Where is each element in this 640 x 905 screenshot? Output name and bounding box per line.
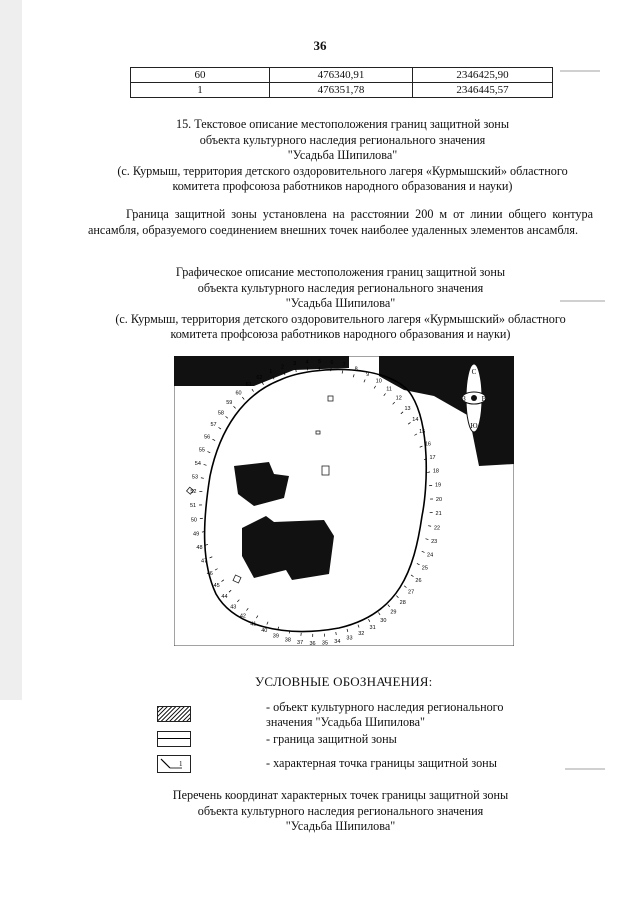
boundary-point-label: 55 bbox=[198, 447, 205, 454]
boundary-point-label: 10 bbox=[375, 378, 382, 385]
boundary-point-label: 20 bbox=[435, 496, 443, 503]
boundary-point-label: 34 bbox=[334, 638, 341, 645]
x-coordinate-cell: 476340,91 bbox=[270, 68, 413, 83]
boundary-point-label: 15 bbox=[419, 428, 426, 435]
zone-description-paragraph: Граница защитной зоны установлена на расстоянии 200 м от линии общего контура ансамбля, образуемого соединением внешних точек наиболее удаленных элементов ансамбля. bbox=[88, 207, 593, 237]
scan-noise bbox=[0, 0, 22, 700]
compass-east-label: В bbox=[481, 395, 487, 403]
point-number-cell: 60 bbox=[131, 68, 270, 83]
boundary-point-label: 47 bbox=[201, 558, 208, 565]
boundary-point-label: 38 bbox=[284, 637, 291, 644]
boundary-point-label: 16 bbox=[424, 441, 431, 448]
point-number-cell: 1 bbox=[131, 83, 270, 98]
boundary-point-label: 11 bbox=[386, 386, 392, 393]
boundary-point-label: 50 bbox=[190, 517, 198, 524]
boundary-point-label: 44 bbox=[221, 594, 228, 601]
boundary-point-label: 26 bbox=[415, 577, 422, 584]
legend-item-point: - характерная точка границы защитной зоны bbox=[266, 756, 497, 770]
coordinates-table bbox=[130, 67, 553, 98]
heading-line: "Усадьба Шипилова" bbox=[285, 296, 396, 310]
compass-west-label: З bbox=[462, 395, 466, 403]
boundary-point-label: 49 bbox=[193, 531, 200, 538]
boundary-point-label: 41 bbox=[250, 621, 257, 628]
compass-north-label: С bbox=[471, 368, 477, 376]
legend-title: УСЛОВНЫЕ ОБОЗНАЧЕНИЯ: bbox=[255, 674, 433, 689]
graphic-description-heading bbox=[88, 265, 593, 343]
boundary-point-icon bbox=[158, 756, 190, 772]
boundary-point-label: 57 bbox=[210, 422, 217, 429]
boundary-point-label: 17 bbox=[429, 454, 436, 461]
x-coordinate-cell: 476351,78 bbox=[270, 83, 413, 98]
boundary-point-swatch bbox=[157, 755, 191, 773]
boundary-point-label: 52 bbox=[190, 488, 197, 495]
heading-line: "Усадьба Шипилова" bbox=[285, 819, 396, 833]
scan-noise bbox=[560, 300, 605, 302]
coordinates-list-heading bbox=[88, 788, 593, 835]
boundary-point-label: 6 bbox=[330, 360, 334, 367]
boundary-point-label: 21 bbox=[435, 511, 442, 518]
boundary-point-label: 51 bbox=[189, 503, 197, 510]
boundary-point-label: 18 bbox=[432, 468, 439, 475]
boundary-point-label: 54 bbox=[194, 460, 201, 467]
heading-line: объекта культурного наследия регионального значения bbox=[197, 280, 484, 295]
boundary-point-label: 28 bbox=[399, 600, 406, 607]
heading-line: "Усадьба Шипилова" bbox=[287, 148, 398, 162]
boundary-point-label: 14 bbox=[412, 416, 419, 423]
boundary-point-label: 59 bbox=[226, 399, 233, 406]
boundary-point-label: 53 bbox=[191, 474, 199, 481]
boundary-point-label: 56 bbox=[204, 434, 211, 441]
heading-line: Перечень координат характерных точек границы защитной зоны bbox=[172, 788, 509, 802]
legend-item-boundary: - граница защитной зоны bbox=[266, 732, 397, 746]
boundary-point-label: 62 bbox=[256, 374, 263, 381]
boundary-point-label: 25 bbox=[421, 565, 428, 572]
boundary-point-label: 1 bbox=[269, 368, 273, 375]
text-description-heading bbox=[90, 117, 595, 195]
boundary-point-label: 42 bbox=[239, 613, 246, 620]
boundary-point-label: 46 bbox=[206, 571, 213, 578]
table-row bbox=[131, 68, 553, 83]
zone-map bbox=[174, 356, 514, 646]
boundary-point-label: 7 bbox=[342, 362, 346, 369]
boundary-point-label: 8 bbox=[354, 366, 358, 373]
boundary-point-label: 4 bbox=[305, 359, 309, 366]
boundary-point-label: 48 bbox=[196, 545, 203, 552]
boundary-point-label: 3 bbox=[293, 361, 297, 368]
boundary-point-label: 9 bbox=[366, 372, 370, 379]
boundary-point-label: 31 bbox=[369, 625, 376, 632]
boundary-point-label: 39 bbox=[272, 633, 279, 640]
y-coordinate-cell: 2346425,90 bbox=[413, 68, 553, 83]
legend-item-heritage: - объект культурного наследия регионального значения "Усадьба Шипилова" bbox=[266, 700, 504, 729]
boundary-point-label: 37 bbox=[297, 639, 304, 646]
heading-line: объекта культурного наследия регионального значения bbox=[197, 803, 484, 818]
compass-south-label: Ю bbox=[470, 422, 478, 430]
boundary-point-label: 30 bbox=[380, 617, 387, 624]
boundary-point-label: 60 bbox=[235, 390, 242, 397]
heading-line: объекта культурного наследия регионального значения bbox=[199, 132, 486, 147]
boundary-point-label: 45 bbox=[213, 583, 220, 590]
boundary-point-label: 36 bbox=[309, 640, 316, 646]
boundary-point-label: 5 bbox=[317, 359, 322, 366]
boundary-point-label: 33 bbox=[346, 635, 353, 642]
heading-line: (с. Курмыш, территория детского оздоровительного лагеря «Курмышский» областного bbox=[117, 163, 568, 178]
heading-line: Графическое описание местоположения границ защитной зоны bbox=[175, 265, 506, 279]
scan-noise bbox=[565, 768, 605, 770]
protection-zone-swatch bbox=[157, 731, 191, 747]
boundary-point-label: 12 bbox=[395, 395, 402, 402]
boundary-point-label: 43 bbox=[230, 604, 237, 611]
heading-line: комитета профсоюза работников народного образования и науки) bbox=[170, 327, 511, 341]
boundary-point-label: 19 bbox=[434, 482, 442, 489]
boundary-point-label: 2 bbox=[280, 364, 285, 371]
boundary-point-label: 61 bbox=[245, 382, 252, 389]
svg-text:1: 1 bbox=[179, 760, 183, 768]
boundary-point-label: 29 bbox=[390, 609, 397, 616]
boundary-point-label: 35 bbox=[321, 640, 329, 646]
heading-line: (с. Курмыш, территория детского оздоровительного лагеря «Курмышский» областного bbox=[115, 311, 566, 326]
table-row bbox=[131, 83, 553, 98]
boundary-point-label: 27 bbox=[408, 589, 415, 596]
heading-line: 15. Текстовое описание местоположения границ защитной зоны bbox=[175, 117, 510, 131]
boundary-point-label: 32 bbox=[358, 631, 365, 638]
scan-noise bbox=[560, 70, 600, 72]
boundary-point-label: 13 bbox=[404, 405, 411, 412]
boundary-point-label: 22 bbox=[433, 525, 441, 532]
boundary-point-label: 23 bbox=[431, 539, 438, 546]
y-coordinate-cell: 2346445,57 bbox=[413, 83, 553, 98]
boundary-point-label: 58 bbox=[217, 410, 224, 417]
heritage-object-swatch bbox=[157, 706, 191, 722]
boundary-point-label: 24 bbox=[427, 552, 434, 559]
heading-line: комитета профсоюза работников народного образования и науки) bbox=[172, 179, 513, 193]
page-number: 36 bbox=[313, 38, 327, 53]
heritage-object-area bbox=[242, 516, 334, 580]
boundary-point-label: 40 bbox=[261, 627, 268, 634]
